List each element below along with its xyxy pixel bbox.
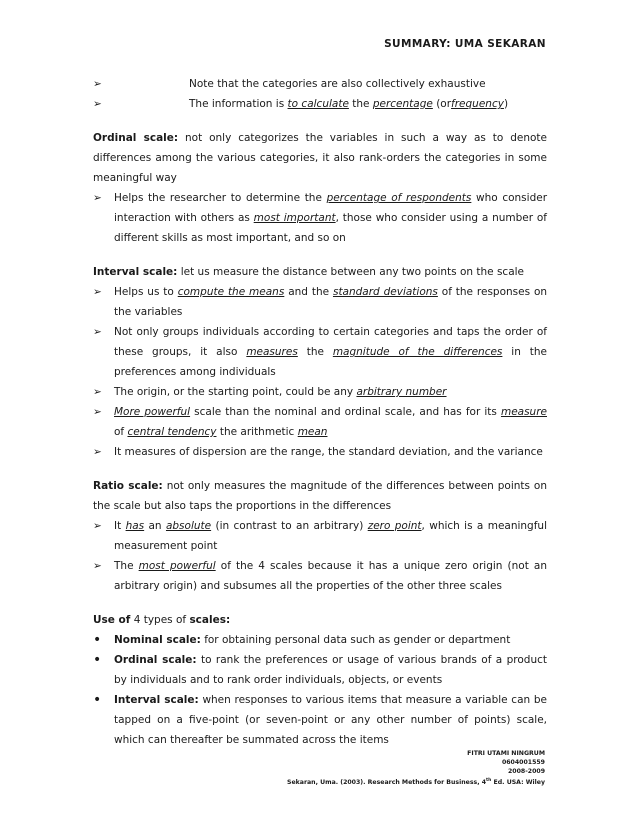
list-item: ➢ The most powerful of the 4 scales because it has a unique zero origin (not an (93, 556, 547, 576)
list-item-continued: preferences among individuals (114, 366, 276, 378)
section-heading: Ordinal scale: (93, 132, 179, 144)
arrow-bullet-icon: ➢ (93, 520, 102, 532)
section-heading-uses: Use of 4 types of scales: (93, 614, 231, 626)
list-item-continued: interaction with others as most important, those who consider using a number of (114, 212, 547, 224)
paragraph-ratio: Ratio scale: not only measures the magnitude of the differences between points on (93, 480, 548, 492)
arrow-bullet-icon: ➢ (93, 192, 102, 204)
list-item: ➢ The information is to calculate the percentage (orfrequency) (93, 94, 547, 114)
arrow-bullet-icon: ➢ (93, 78, 102, 90)
list-item: • Nominal scale: for obtaining personal data such as gender or department (93, 632, 511, 648)
list-item: ➢ Note that the categories are also collectively exhaustive (93, 74, 547, 94)
list-item: ➢ Helps us to compute the means and the standard deviations of the responses on (93, 282, 547, 302)
list-item-continued: tapped on a five-point (or seven-point or any other number of points) scale, (114, 714, 547, 726)
arrow-bullet-icon: ➢ (93, 560, 102, 572)
list-item-continued: the variables (114, 306, 183, 318)
author-name: FITRI UTAMI NINGRUM (467, 750, 545, 757)
arrow-bullet-icon: ➢ (93, 326, 102, 338)
arrow-bullet-icon: ➢ (93, 386, 102, 398)
dot-bullet-icon: • (93, 692, 102, 708)
paragraph-line: the scale but also taps the proportions in the differences (93, 500, 392, 512)
list-item: • Ordinal scale: to rank the preferences or usage of various brands of a product (93, 652, 548, 668)
list-item: ➢ It has an absolute (in contrast to an arbitrary) zero point, which is a meaningful (93, 516, 547, 536)
list-item-continued: arbitrary origin) and subsumes all the properties of the other three scales (114, 580, 502, 592)
list-item: ➢ Not only groups individuals according to certain categories and taps the order of (93, 322, 547, 342)
list-item: ➢ Helps the researcher to determine the percentage of respondents who consider (93, 188, 547, 208)
list-item-continued: these groups, it also measures the magnitude of the differences in the (114, 346, 547, 358)
list-item-continued: of central tendency the arithmetic mean (114, 426, 328, 438)
arrow-bullet-icon: ➢ (93, 406, 102, 418)
list-item: ➢ It measures of dispersion are the range, the standard deviation, and the variance (93, 442, 547, 462)
paragraph-ordinal: Ordinal scale: not only categorizes the variables in such a way as to denote (93, 132, 547, 144)
arrow-bullet-icon: ➢ (93, 446, 102, 458)
dot-bullet-icon: • (93, 652, 102, 668)
list-item-continued: measurement point (114, 540, 218, 552)
list-item-continued: different skills as most important, and so on (114, 232, 346, 244)
paragraph-interval: Interval scale: let us measure the distance between any two points on the scale (93, 266, 525, 278)
page-header: SUMMARY: UMA SEKARAN (384, 38, 546, 50)
section-heading: Ratio scale: (93, 480, 163, 492)
paragraph-line: differences among the various categories, it also rank-orders the categories in some (93, 152, 547, 164)
list-item-continued: by individuals and to rank order individuals, objects, or events (114, 674, 443, 686)
list-item: ➢ The origin, or the starting point, could be any arbitrary number (93, 382, 547, 402)
page-footer (287, 749, 545, 787)
list-item: ➢ More powerful scale than the nominal and ordinal scale, and has for its measure (93, 402, 547, 422)
academic-year: 2008-2009 (507, 768, 545, 775)
paragraph-line: meaningful way (93, 172, 177, 184)
list-item: • Interval scale: when responses to various items that measure a variable can be (93, 692, 547, 708)
list-item-continued: which can thereafter be summated across the items (114, 734, 389, 746)
dot-bullet-icon: • (93, 632, 102, 648)
document-body (93, 74, 547, 750)
arrow-bullet-icon: ➢ (93, 98, 102, 110)
arrow-bullet-icon: ➢ (93, 286, 102, 298)
section-heading: Interval scale: (93, 266, 178, 278)
reference: Sekaran, Uma. (2003). Research Methods for Business, 4th Ed. USA: Wiley (287, 778, 545, 787)
student-id: 0604001559 (501, 759, 545, 766)
